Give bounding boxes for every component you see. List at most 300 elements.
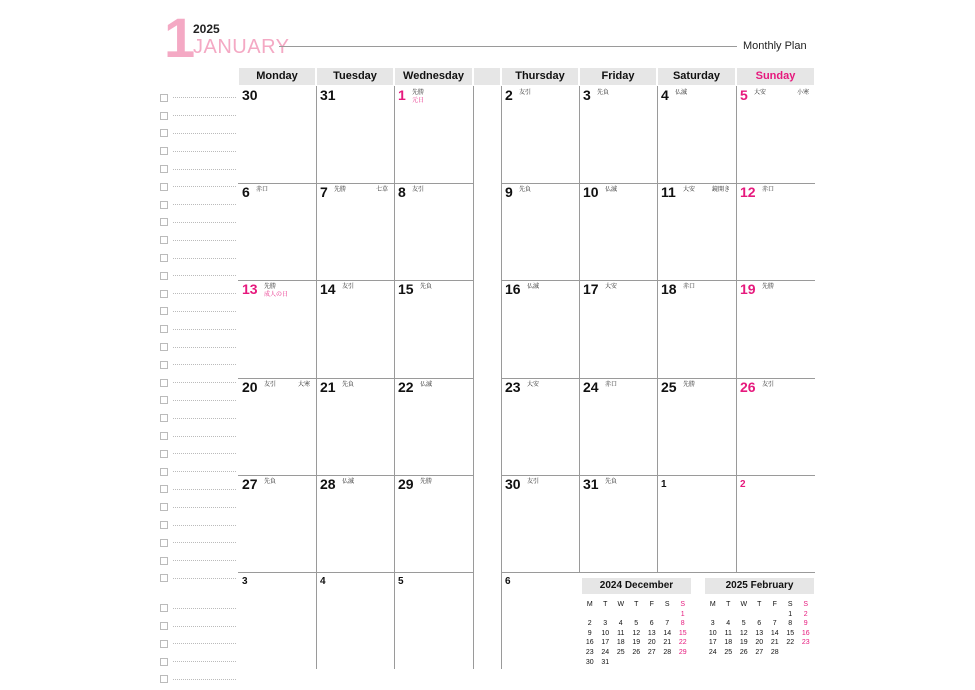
todo-item[interactable] [160,338,236,356]
mini-day: 18 [724,639,733,647]
day-number: 5 [398,576,404,587]
mini-weekday: W [617,601,625,608]
day-cell[interactable] [657,86,736,183]
day-cell[interactable] [238,378,316,475]
todo-item[interactable] [160,285,236,303]
monthly-plan-label: Monthly Plan [743,40,807,52]
todo-item[interactable] [160,178,236,196]
day-cell[interactable] [238,86,316,183]
day-cell[interactable] [657,475,736,572]
mini-day: 10 [708,629,717,637]
todo-item[interactable] [160,125,236,143]
todo-item[interactable] [160,498,236,516]
todo-line [173,471,236,472]
checkbox-icon[interactable] [160,622,168,630]
day-number: 8 [398,184,406,200]
todo-line [173,436,236,437]
todo-line [173,169,236,170]
mini-day: 12 [632,629,641,637]
mini-day: 13 [755,629,764,637]
day-cell[interactable] [501,280,579,378]
day-number: 26 [740,379,756,395]
day-number: 19 [740,281,756,297]
day-cell[interactable] [394,86,473,183]
mini-day: 24 [708,648,717,656]
checkbox-icon[interactable] [160,503,168,511]
day-cell[interactable] [238,280,316,378]
todo-item[interactable] [160,427,236,445]
todo-item[interactable] [160,617,236,635]
todo-gap [160,587,236,599]
todo-item[interactable] [160,599,236,617]
rokuyo-label: 友引 [412,186,425,193]
rokuyo-label: 先勝 [412,89,425,96]
rokuyo-label: 先負 [420,283,433,290]
rokuyo-label: 大安 [754,89,767,96]
mini-day: 3 [710,620,715,628]
weekday-header-saturday: Saturday [658,68,735,85]
todo-line [173,240,236,241]
day-number: 2 [505,87,513,103]
rokuyo-label: 仏滅 [527,283,540,290]
mini-day [660,658,676,668]
todo-line [173,115,236,116]
mini-day: 28 [663,648,672,656]
checkbox-icon[interactable] [160,183,168,191]
mini-day: 4 [618,620,623,628]
rokuyo-label: 赤口 [256,186,269,193]
mini-day: 21 [663,639,672,647]
day-cell[interactable] [238,475,316,572]
todo-line [173,626,236,627]
day-cell[interactable] [316,475,394,572]
checkbox-icon[interactable] [160,658,168,666]
checkbox-icon[interactable] [160,218,168,226]
day-number: 3 [583,87,591,103]
mini-day: 15 [786,629,795,637]
day-cell[interactable] [238,572,316,669]
mini-weekday: T [603,601,608,608]
checkbox-icon[interactable] [160,675,168,683]
mini-weekday: W [740,601,748,608]
checkbox-icon[interactable] [160,521,168,529]
todo-line [173,507,236,508]
todo-line [173,453,236,454]
todo-line [173,204,236,205]
mini-calendar [705,578,814,658]
todo-checklist [160,89,236,688]
mini-day: 20 [755,639,764,647]
todo-item[interactable] [160,392,236,410]
mini-day: 21 [770,639,779,647]
day-number: 10 [583,184,599,200]
header-spacer [474,68,500,85]
mini-day: 28 [770,648,779,656]
todo-item[interactable] [160,160,236,178]
day-number: 12 [740,184,756,200]
mini-day [783,648,799,658]
mini-day: 1 [788,610,793,618]
day-cell[interactable] [657,280,736,378]
mini-day: 6 [649,620,654,628]
mini-calendar [582,578,691,667]
mini-day: 26 [632,648,641,656]
mini-day: 2 [803,610,808,618]
holiday-label: 成人の日 [264,291,289,298]
day-cell[interactable] [657,183,736,280]
todo-line [173,275,236,276]
mini-weekday: T [634,601,639,608]
mini-day: 29 [678,648,687,656]
day-cell[interactable] [579,378,657,475]
todo-item[interactable] [160,107,236,125]
checkbox-icon[interactable] [160,485,168,493]
rokuyo-label: 仏滅 [605,186,618,193]
todo-line [173,608,236,609]
todo-line [173,293,236,294]
rokuyo-label: 大安 [527,381,540,388]
todo-item[interactable] [160,409,236,427]
day-cell[interactable] [394,572,473,669]
weekday-header-tuesday: Tuesday [317,68,393,85]
weekday-header-monday: Monday [239,68,315,85]
mini-weekday: S [664,601,670,608]
mini-day: 9 [587,629,592,637]
todo-line [173,311,236,312]
day-cell[interactable] [316,280,394,378]
mini-day: 19 [632,639,641,647]
mini-day: 6 [757,620,762,628]
checkbox-icon[interactable] [160,290,168,298]
day-cell[interactable] [736,183,815,280]
checkbox-icon[interactable] [160,468,168,476]
todo-line [173,133,236,134]
mini-day: 4 [726,620,731,628]
mini-day: 25 [616,648,625,656]
rokuyo-label: 仏滅 [342,478,355,485]
mini-day [613,610,629,620]
day-cell[interactable] [238,183,316,280]
mini-day: 27 [755,648,764,656]
checkbox-icon[interactable] [160,272,168,280]
mini-weekday: F [772,601,777,608]
day-cell[interactable] [316,183,394,280]
day-number: 30 [505,476,521,492]
checkbox-icon[interactable] [160,361,168,369]
mini-day: 18 [616,639,625,647]
todo-line [173,400,236,401]
checkbox-icon[interactable] [160,640,168,648]
todo-item[interactable] [160,534,236,552]
mini-day: 26 [739,648,748,656]
rokuyo-label: 先勝 [264,283,277,290]
mini-day: 17 [601,639,610,647]
todo-line [173,661,236,662]
mini-day [752,610,768,620]
day-number: 14 [320,281,336,297]
day-cell[interactable] [394,183,473,280]
mini-day [736,610,752,620]
day-cell[interactable] [736,86,815,183]
day-number: 15 [398,281,414,297]
mini-day: 14 [770,629,779,637]
rokuyo-label: 先勝 [334,186,347,193]
day-cell[interactable] [736,378,815,475]
day-cell[interactable] [736,280,815,378]
mini-weekday: T [757,601,762,608]
mini-day [613,658,629,668]
day-cell[interactable] [501,475,579,572]
todo-line [173,258,236,259]
checkbox-icon[interactable] [160,343,168,351]
todo-line [173,418,236,419]
day-cell[interactable] [736,475,815,572]
todo-item[interactable] [160,214,236,232]
day-number: 28 [320,476,336,492]
mini-calendar-grid [582,600,691,667]
mini-day [644,610,660,620]
day-cell[interactable] [579,183,657,280]
mini-day: 27 [647,648,656,656]
rokuyo-label: 仏滅 [420,381,433,388]
todo-line [173,97,236,98]
mini-day: 7 [772,620,777,628]
mini-day [582,610,598,620]
day-number: 5 [740,87,748,103]
checkbox-icon[interactable] [160,325,168,333]
day-cell[interactable] [394,280,473,378]
mini-day [798,648,814,658]
checkbox-icon[interactable] [160,379,168,387]
rokuyo-label: 先勝 [420,478,433,485]
mini-day: 7 [665,620,670,628]
todo-item[interactable] [160,552,236,570]
checkbox-icon[interactable] [160,94,168,102]
day-number: 3 [242,576,248,587]
checkbox-icon[interactable] [160,557,168,565]
todo-item[interactable] [160,671,236,689]
day-number: 31 [583,476,599,492]
checkbox-icon[interactable] [160,432,168,440]
mini-weekday: S [680,601,686,608]
day-cell[interactable] [394,378,473,475]
mini-day: 25 [724,648,733,656]
day-number: 13 [242,281,258,297]
todo-item[interactable] [160,196,236,214]
day-number: 24 [583,379,599,395]
day-number: 6 [242,184,250,200]
mini-day: 16 [585,639,594,647]
weekday-header-thursday: Thursday [502,68,578,85]
rokuyo-label: 友引 [342,283,355,290]
mini-day: 14 [663,629,672,637]
rokuyo-label: 仏滅 [675,89,688,96]
mini-day: 30 [585,658,594,666]
mini-weekday: T [726,601,731,608]
checkbox-icon[interactable] [160,396,168,404]
day-number: 4 [661,87,669,103]
mini-day: 1 [680,610,685,618]
todo-item[interactable] [160,249,236,267]
mini-day: 13 [647,629,656,637]
todo-item[interactable] [160,320,236,338]
day-number: 4 [320,576,326,587]
day-number: 18 [661,281,677,297]
day-number: 16 [505,281,521,297]
todo-line [173,186,236,187]
rokuyo-label: 先負 [519,186,532,193]
day-cell[interactable] [316,378,394,475]
todo-item[interactable] [160,481,236,499]
checkbox-icon[interactable] [160,236,168,244]
todo-line [173,151,236,152]
mini-day [767,610,783,620]
mini-day: 23 [585,648,594,656]
todo-item[interactable] [160,142,236,160]
event-label: 七草 [375,186,388,193]
mini-weekday: S [803,601,809,608]
day-cell[interactable] [579,86,657,183]
day-cell[interactable] [501,378,579,475]
day-number: 2 [740,479,746,490]
weekday-header-friday: Friday [580,68,656,85]
day-cell[interactable] [579,475,657,572]
todo-item[interactable] [160,635,236,653]
checkbox-icon[interactable] [160,539,168,547]
checkbox-icon[interactable] [160,450,168,458]
day-number: 1 [661,479,667,490]
mini-day: 12 [739,629,748,637]
todo-line [173,560,236,561]
rokuyo-label: 赤口 [605,381,618,388]
mini-day: 31 [601,658,610,666]
mini-day: 11 [617,629,625,637]
weekday-header-wednesday: Wednesday [395,68,472,85]
month-name: JANUARY [193,36,290,58]
checkbox-icon[interactable] [160,129,168,137]
todo-item[interactable] [160,374,236,392]
day-cell[interactable] [579,280,657,378]
rokuyo-label: 先負 [597,89,610,96]
todo-item[interactable] [160,356,236,374]
checkbox-icon[interactable] [160,147,168,155]
day-number: 22 [398,379,414,395]
rokuyo-label: 先負 [605,478,618,485]
day-cell[interactable] [501,183,579,280]
checkbox-icon[interactable] [160,201,168,209]
day-number: 27 [242,476,258,492]
rokuyo-label: 友引 [762,381,775,388]
day-number: 11 [661,184,676,200]
rokuyo-label: 先負 [342,381,355,388]
checkbox-icon[interactable] [160,604,168,612]
mini-day: 3 [603,620,608,628]
weekday-header-sunday: Sunday [737,68,814,85]
todo-line [173,578,236,579]
day-number: 7 [320,184,328,200]
mini-day: 17 [708,639,717,647]
day-number: 6 [505,576,511,587]
mini-day: 8 [788,620,793,628]
day-cell[interactable] [501,572,579,669]
checkbox-icon[interactable] [160,112,168,120]
mini-day [598,610,614,620]
rokuyo-label: 先勝 [762,283,775,290]
mini-day: 22 [786,639,795,647]
day-number: 31 [320,87,336,103]
day-number: 23 [505,379,521,395]
todo-line [173,347,236,348]
day-number: 17 [583,281,599,297]
todo-item[interactable] [160,463,236,481]
rokuyo-label: 先勝 [683,381,696,388]
mini-day: 2 [587,620,592,628]
todo-line [173,643,236,644]
mini-day: 23 [801,639,810,647]
mini-day: 5 [741,620,746,628]
todo-item[interactable] [160,303,236,321]
event-label: 小寒 [796,89,809,96]
year-label: 2025 [193,22,220,36]
day-number: 21 [320,379,336,395]
month-number: 1 [164,6,194,69]
mini-day: 9 [803,620,808,628]
mini-day [644,658,660,668]
day-number: 29 [398,476,414,492]
todo-item[interactable] [160,570,236,588]
mini-day: 24 [601,648,610,656]
grid-vline [473,86,474,669]
event-label: 鏡開き [711,186,730,193]
checkbox-icon[interactable] [160,574,168,582]
day-cell[interactable] [657,378,736,475]
todo-item[interactable] [160,89,236,107]
mini-calendar-grid [705,600,814,658]
day-cell[interactable] [501,86,579,183]
day-number: 9 [505,184,513,200]
rokuyo-label: 大安 [605,283,618,290]
day-cell[interactable] [316,86,394,183]
mini-day [629,610,645,620]
checkbox-icon[interactable] [160,414,168,422]
day-number: 25 [661,379,677,395]
event-label: 大寒 [297,381,310,388]
mini-day [660,610,676,620]
todo-item[interactable] [160,445,236,463]
todo-line [173,329,236,330]
todo-item[interactable] [160,231,236,249]
day-cell[interactable] [394,475,473,572]
mini-day [721,610,737,620]
mini-day: 8 [680,620,685,628]
title-rule [279,46,737,47]
checkbox-icon[interactable] [160,254,168,262]
rokuyo-label: 先負 [264,478,277,485]
rokuyo-label: 友引 [519,89,532,96]
checkbox-icon[interactable] [160,307,168,315]
day-cell[interactable] [316,572,394,669]
rokuyo-label: 赤口 [683,283,696,290]
rokuyo-label: 赤口 [762,186,775,193]
todo-line [173,382,236,383]
mini-weekday: F [649,601,654,608]
todo-item[interactable] [160,516,236,534]
todo-item[interactable] [160,653,236,671]
mini-calendar-title: 2024 December [582,578,691,594]
todo-item[interactable] [160,267,236,285]
mini-calendar-title: 2025 February [705,578,814,594]
checkbox-icon[interactable] [160,165,168,173]
